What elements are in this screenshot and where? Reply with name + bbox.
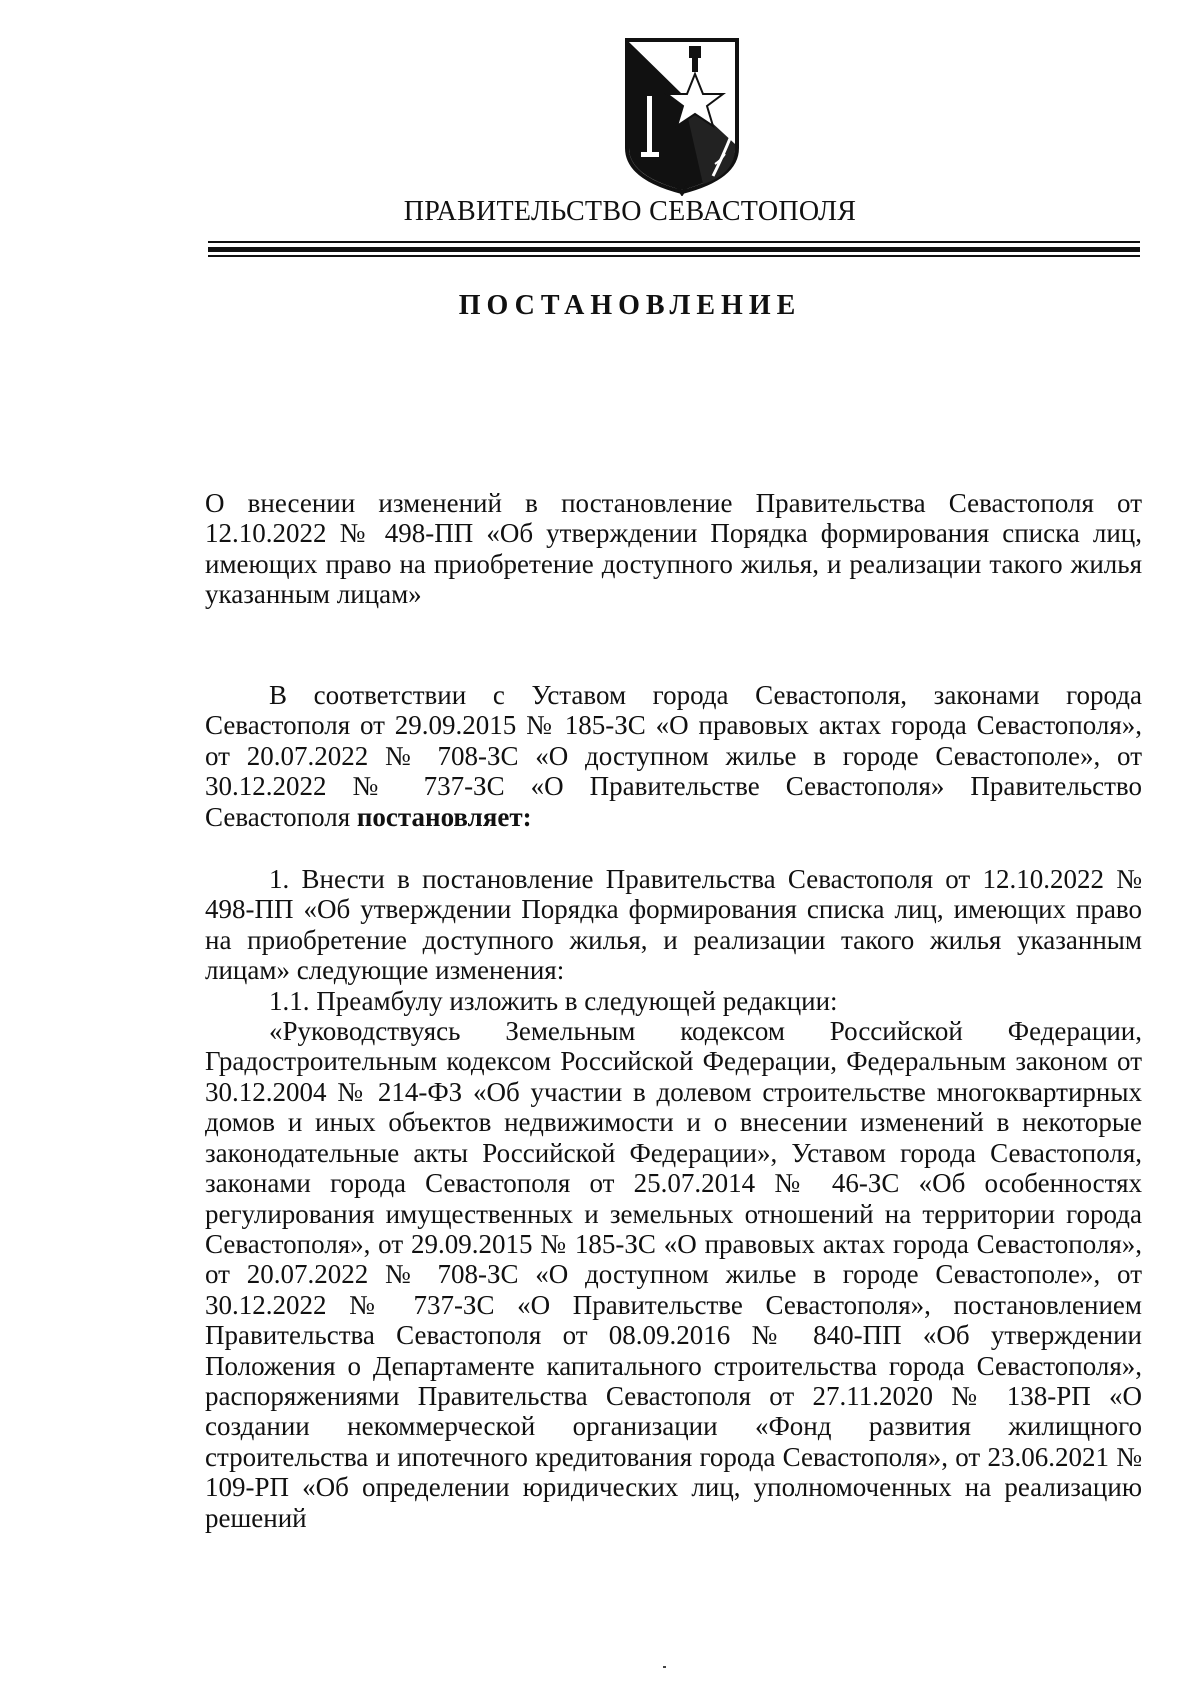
body-block xyxy=(205,680,1142,1533)
header-rule-thin-bottom xyxy=(208,255,1140,257)
government-title: ПРАВИТЕЛЬСТВО СЕВАСТОПОЛЯ xyxy=(403,196,857,227)
subject-text: О внесении изменений в постановление Правительства Севастополя от 12.10.2022 № 498-ПП «Об утверждении Порядка формирования списка лиц, имеющих право на приобретение доступного жилья, и реализации такого жилья указанным лицам» xyxy=(205,488,1142,610)
preamble-paragraph xyxy=(205,680,1142,832)
coat-of-arms-emblem xyxy=(623,36,741,196)
header-rule-thick xyxy=(208,247,1140,252)
item-1-1-paragraph: 1.1. Преамбулу изложить в следующей редакции: xyxy=(269,985,838,1016)
scan-mark xyxy=(663,1666,666,1668)
document-type-heading: ПОСТАНОВЛЕНИЕ xyxy=(458,290,802,321)
item-1-paragraph: 1. Внести в постановление Правительства Севастополя от 12.10.2022 № 498-ПП «Об утверждении Порядка формирования списка лиц, имеющих право на приобретение доступного жилья, и реализации такого жилья указанным лицам» следующие изменения: xyxy=(205,864,1142,986)
subject-block xyxy=(205,488,1142,610)
paragraph-gap xyxy=(205,832,1142,864)
header-rule-thin xyxy=(208,241,1140,243)
resolves-text: постановляет: xyxy=(356,801,532,832)
quoted-preamble-paragraph: «Руководствуясь Земельным кодексом Российской Федерации, Градостроительным кодексом Российской Федерации, Федеральным законом от 30.12.2004 № 214-ФЗ «Об участии в долевом строительстве многоквартирных домов и иных объектов недвижимости и о внесении изменений в некоторые законодательные акты Российской Федерации», Уставом города Севастополя, законами города Севастополя от 25.07.2014 № 46-ЗС «Об особенностях регулирования имущественных и земельных отношений на территории города Севастополя», от 29.09.2015 № 185-ЗС «О правовых актах города Севастополя», от 20.07.2022 № 708-ЗС «О доступном жилье в городе Севастополе», от 30.12.2022 № 737-ЗС «О Правительстве Севастополя», постановлением Правительства Севастополя от 08.09.2016 № 840-ПП «Об утверждении Положения о Департаменте капитального строительства города Севастополя», распоряжениями Правительства Севастополя от 27.11.2020 № 138-РП «О создании некоммерческой организации «Фонд развития жилищного строительства и ипотечного кредитования города Севастополя», от 23.06.2021 № 109-РП «Об определении юридических лиц, уполномоченных на реализацию решений xyxy=(205,1016,1142,1533)
preamble-text: В соответствии с Уставом города Севастополя, законами города Севастополя от 29.09.2015 № 185-ЗС «О правовых актах города Севастополя», от 20.07.2022 № 708-ЗС «О доступном жилье в городе Севастополе», от 30.12.2022 № 737-ЗС «О Правительстве Севастополя» Правительство Севастополя xyxy=(205,680,1142,832)
